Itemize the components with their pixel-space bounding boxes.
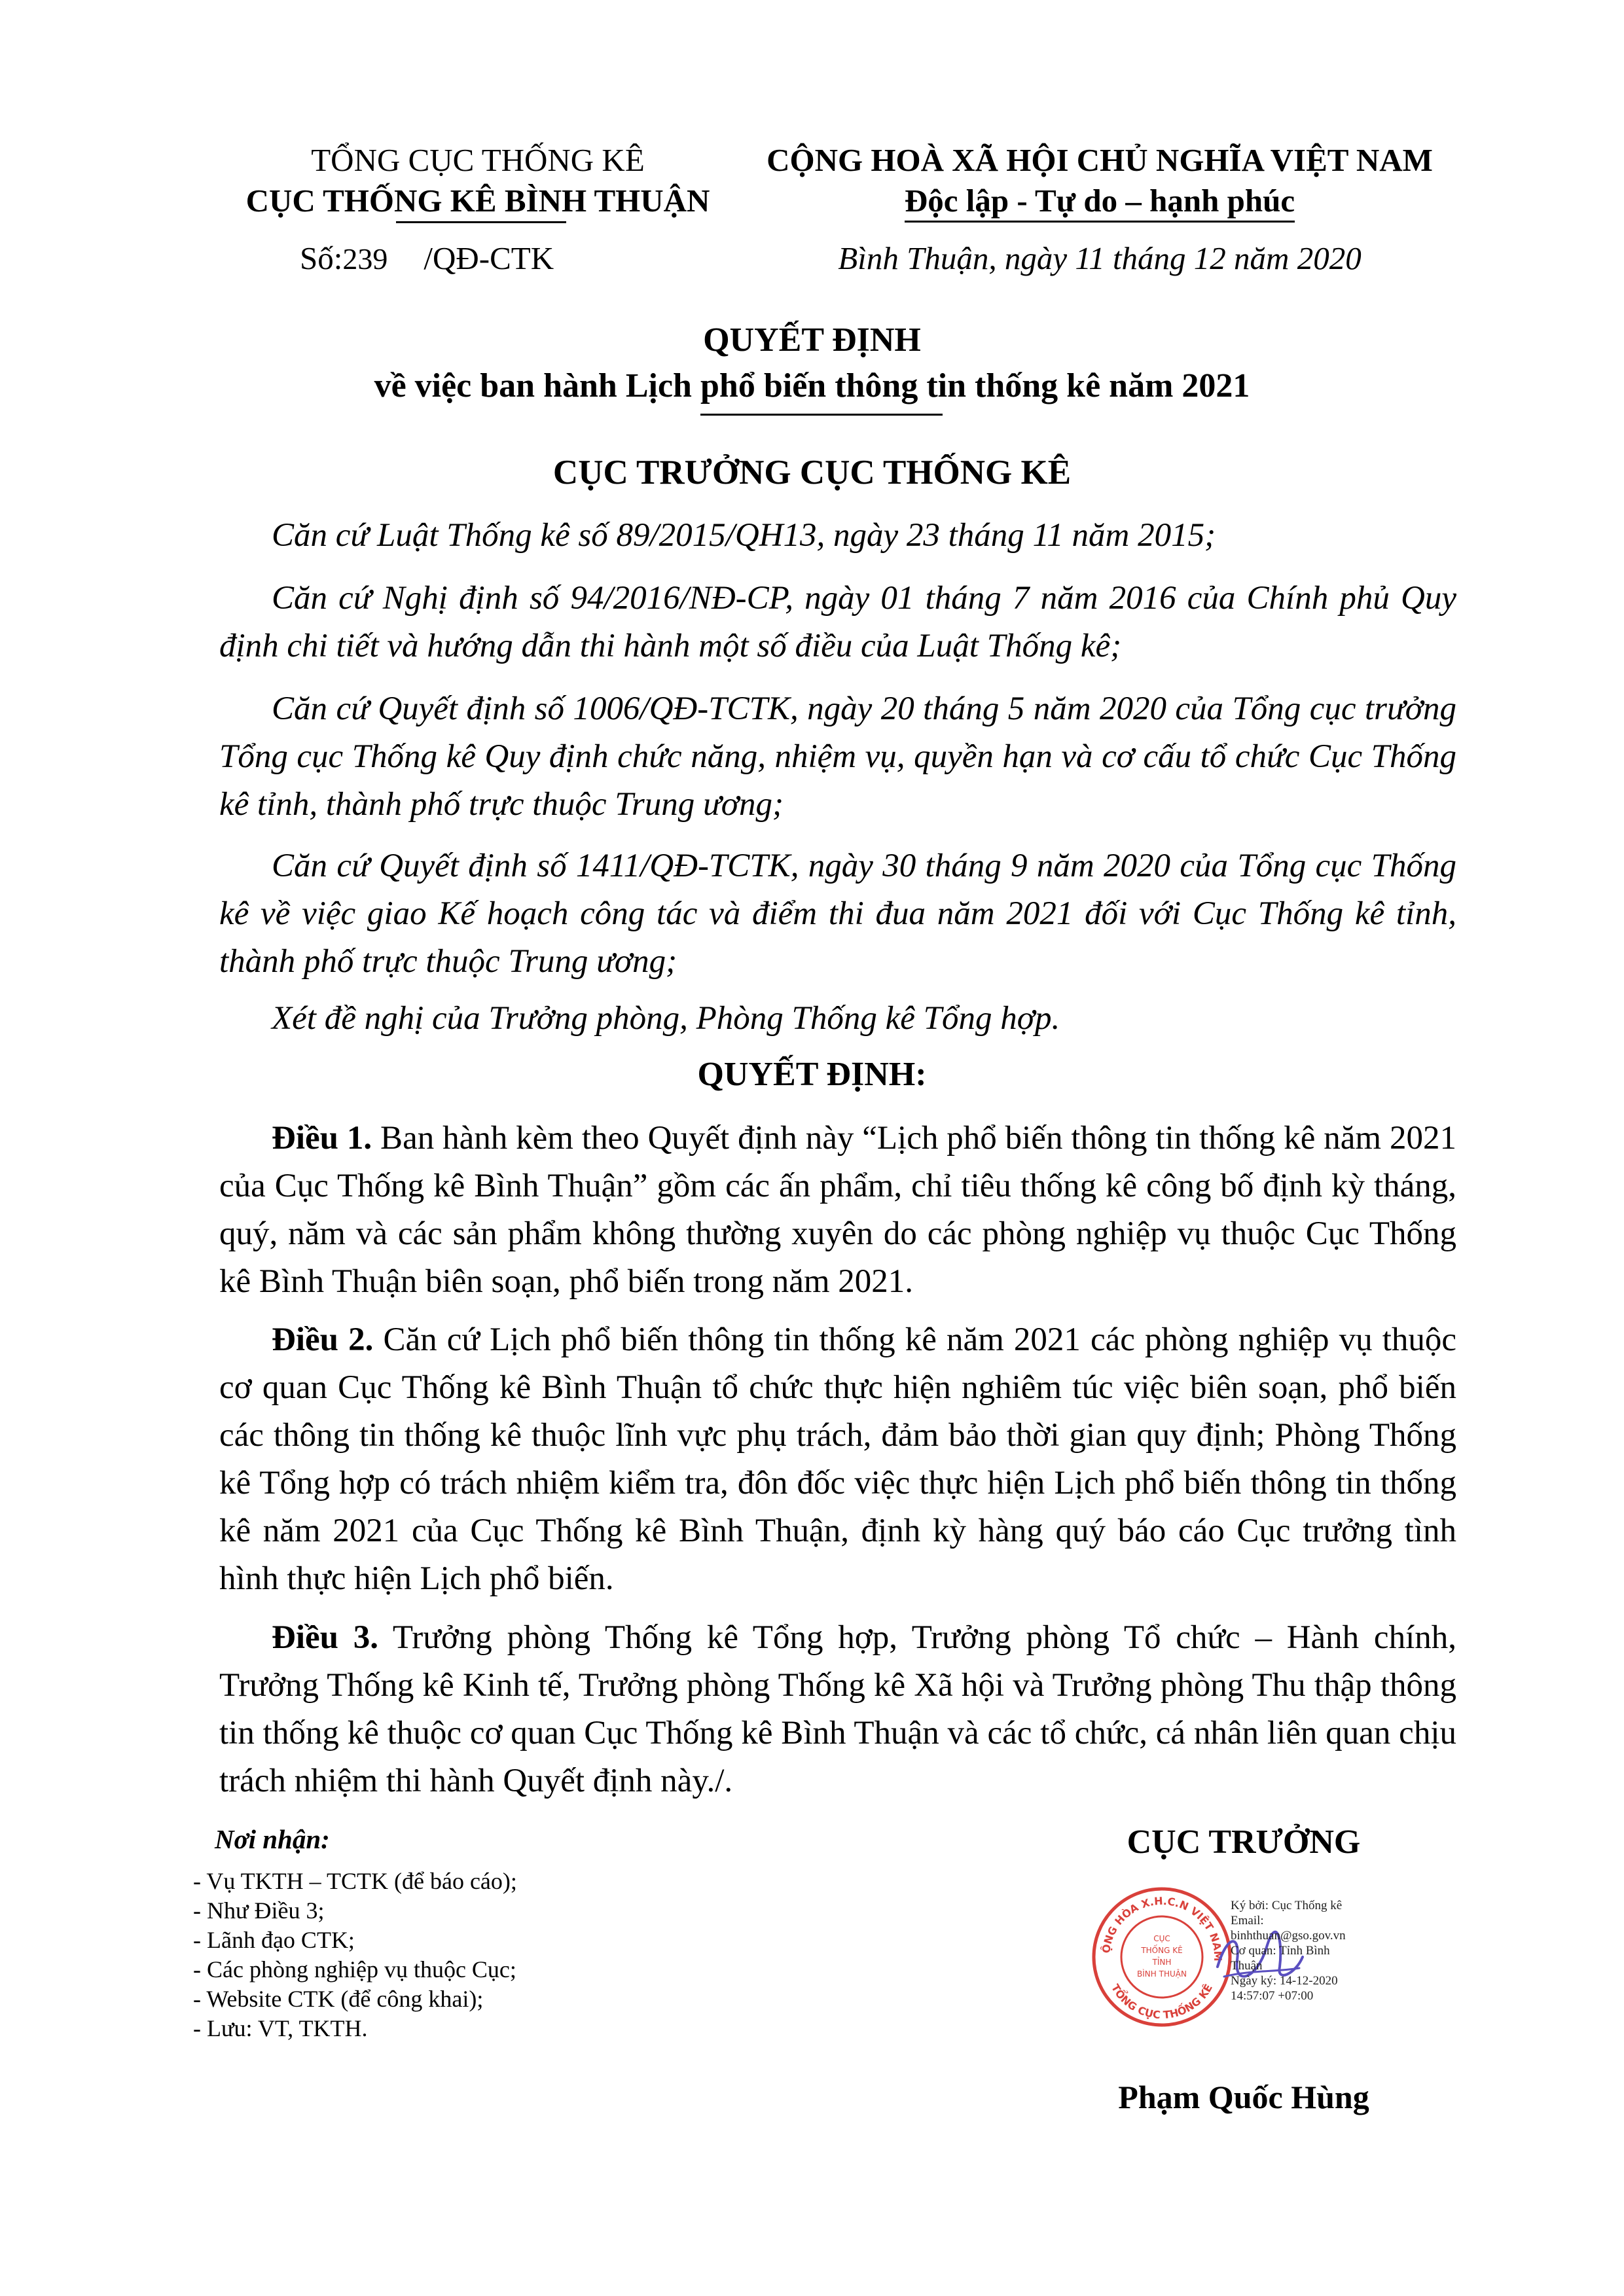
digital-time: 14:57:07 +07:00 bbox=[1231, 1989, 1314, 2003]
basis-5: Xét đề nghị của Trưởng phòng, Phòng Thống kê Tổng hợp. bbox=[272, 1000, 1060, 1037]
seal-center-line: TỈNH bbox=[1152, 1958, 1172, 1967]
article-3 bbox=[219, 1614, 1456, 1805]
basis-4: Căn cứ Quyết định số 1411/QĐ-TCTK, ngày 30 tháng 9 năm 2020 của Tổng cục Thống kê về việc giao Kế hoạch công tác và điểm thi đua năm 2021 đối với Cục Thống kê tỉnh, thành phố trực thuộc Trung ương; bbox=[219, 848, 1456, 980]
article-3-text: Trưởng phòng Thống kê Tổng hợp, Trưởng phòng Tổ chức – Hành chính, Trưởng Thống kê Kinh tế, Trưởng phòng Thống kê Xã hội và Trưởng phòng Thu thập thông tin thống kê thuộc cơ quan Cục Thống kê Bình Thuận và các tổ chức, cá nhân liên quan chịu trách nhiệm thi hành Quyết định này./. bbox=[219, 1619, 1456, 1799]
article-1-label: Điều 1. bbox=[272, 1120, 372, 1157]
article-3-label: Điều 3. bbox=[272, 1619, 379, 1656]
motto-text: Độc lập - Tự do – hạnh phúc bbox=[905, 183, 1295, 223]
signer-title: CỤC TRƯỞNG bbox=[1127, 1823, 1361, 1861]
article-1-text: Ban hành kèm theo Quyết định này “Lịch phổ biến thông tin thống kê năm 2021 của Cục Thống kê Bình Thuận” gồm các ấn phẩm, chỉ tiêu thống kê công bố định kỳ tháng, quý, năm và các sản phẩm không thường xuyên do các phòng nghiệp vụ thuộc Cục Thống kê Bình Thuận biên soạn, phổ biến trong năm 2021. bbox=[219, 1120, 1456, 1300]
org-name-underline bbox=[396, 221, 566, 223]
org-name: CỤC THỐNG KÊ BÌNH THUẬN bbox=[245, 183, 710, 219]
article-2-text: Căn cứ Lịch phổ biến thông tin thống kê năm 2021 các phòng nghiệp vụ thuộc cơ quan Cục Thống kê Bình Thuận tổ chức thực hiện nghiêm túc việc biên soạn, phổ biến các thông tin thống kê thuộc lĩnh vực phụ trách, đảm bảo thời gian quy định; Phòng Thống kê Tổng hợp có trách nhiệm kiểm tra, đôn đốc việc thực hiện Lịch phổ biến thông tin thống kê năm 2021 của Cục Thống kê Bình Thuận, định kỳ hàng quý báo cáo Cục trưởng tình hình thực hiện Lịch phổ biến. bbox=[219, 1321, 1457, 1597]
article-1 bbox=[219, 1115, 1456, 1306]
subject-underline bbox=[700, 414, 943, 416]
digital-email-label: Email: bbox=[1231, 1914, 1264, 1928]
recipient-item: - Lãnh đạo CTK; bbox=[193, 1927, 355, 1953]
recipient-item: - Lưu: VT, TKTH. bbox=[193, 2015, 368, 2041]
recipient-item: - Như Điều 3; bbox=[193, 1897, 325, 1924]
seal-text-bottom: TỔNG CỤC THỐNG KÊ bbox=[1108, 1982, 1216, 2022]
digital-agency-cont: Thuận bbox=[1231, 1959, 1263, 1973]
motto bbox=[753, 181, 1447, 221]
document-subject: về việc ban hành Lịch phổ biến thông tin thống kê năm 2021 bbox=[374, 367, 1250, 404]
recipients-list bbox=[193, 1867, 517, 2043]
digital-agency: Cơ quan: Tỉnh Bình bbox=[1231, 1944, 1330, 1958]
seal-center-line: THỐNG KÊ bbox=[1141, 1946, 1183, 1955]
place-date: Bình Thuận, ngày 11 tháng 12 năm 2020 bbox=[838, 240, 1362, 276]
signer-name: Phạm Quốc Hùng bbox=[1118, 2079, 1369, 2115]
digital-signer: Ký bởi: Cục Thống kê bbox=[1231, 1899, 1343, 1912]
org-parent: TỔNG CỤC THỐNG KÊ bbox=[311, 142, 645, 178]
basis-2: Căn cứ Nghị định số 94/2016/NĐ-CP, ngày 01 tháng 7 năm 2016 của Chính phủ Quy định chi tiết và hướng dẫn thi hành một số điều của Luật Thống kê; bbox=[219, 580, 1456, 664]
country-name: CỘNG HOÀ XÃ HỘI CHỦ NGHĨA VIỆT NAM bbox=[767, 142, 1433, 178]
authority-title: CỤC TRƯỞNG CỤC THỐNG KÊ bbox=[552, 454, 1072, 492]
recipient-item: - Các phòng nghiệp vụ thuộc Cục; bbox=[193, 1956, 516, 1982]
digital-email-value: binhthuan@gso.gov.vn bbox=[1231, 1929, 1346, 1943]
decision-heading: QUYẾT ĐỊNH: bbox=[697, 1056, 927, 1093]
number-prefix: Số: bbox=[300, 240, 343, 276]
number-suffix: /QĐ-CTK bbox=[424, 240, 554, 276]
digital-signature-info bbox=[1231, 1898, 1346, 2003]
document-number bbox=[300, 239, 554, 279]
seal-text-top: ỘNG HÒA X.H.C.N VIỆT NAM bbox=[1100, 1894, 1225, 1962]
article-2 bbox=[219, 1316, 1456, 1603]
article-2-label: Điều 2. bbox=[272, 1321, 374, 1358]
recipient-item: - Website CTK (để công khai); bbox=[193, 1986, 484, 2012]
seal-center-line: BÌNH THUẬN bbox=[1137, 1969, 1187, 1979]
number-value: 239 bbox=[342, 242, 388, 276]
recipient-item: - Vụ TKTH – TCTK (để báo cáo); bbox=[193, 1868, 517, 1894]
recipients-heading: Nơi nhận: bbox=[215, 1824, 330, 1854]
seal-center-line: CỤC bbox=[1153, 1934, 1170, 1943]
digital-date: Ngày ký: 14-12-2020 bbox=[1231, 1974, 1338, 1988]
basis-1: Căn cứ Luật Thống kê số 89/2015/QH13, ngày 23 tháng 11 năm 2015; bbox=[272, 517, 1216, 554]
document-title: QUYẾT ĐỊNH bbox=[703, 321, 921, 359]
basis-3: Căn cứ Quyết định số 1006/QĐ-TCTK, ngày 20 tháng 5 năm 2020 của Tổng cục trưởng Tổng cục Thống kê Quy định chức năng, nhiệm vụ, quyền hạn và cơ cấu tổ chức Cục Thống kê tỉnh, thành phố trực thuộc Trung ương; bbox=[219, 691, 1456, 823]
